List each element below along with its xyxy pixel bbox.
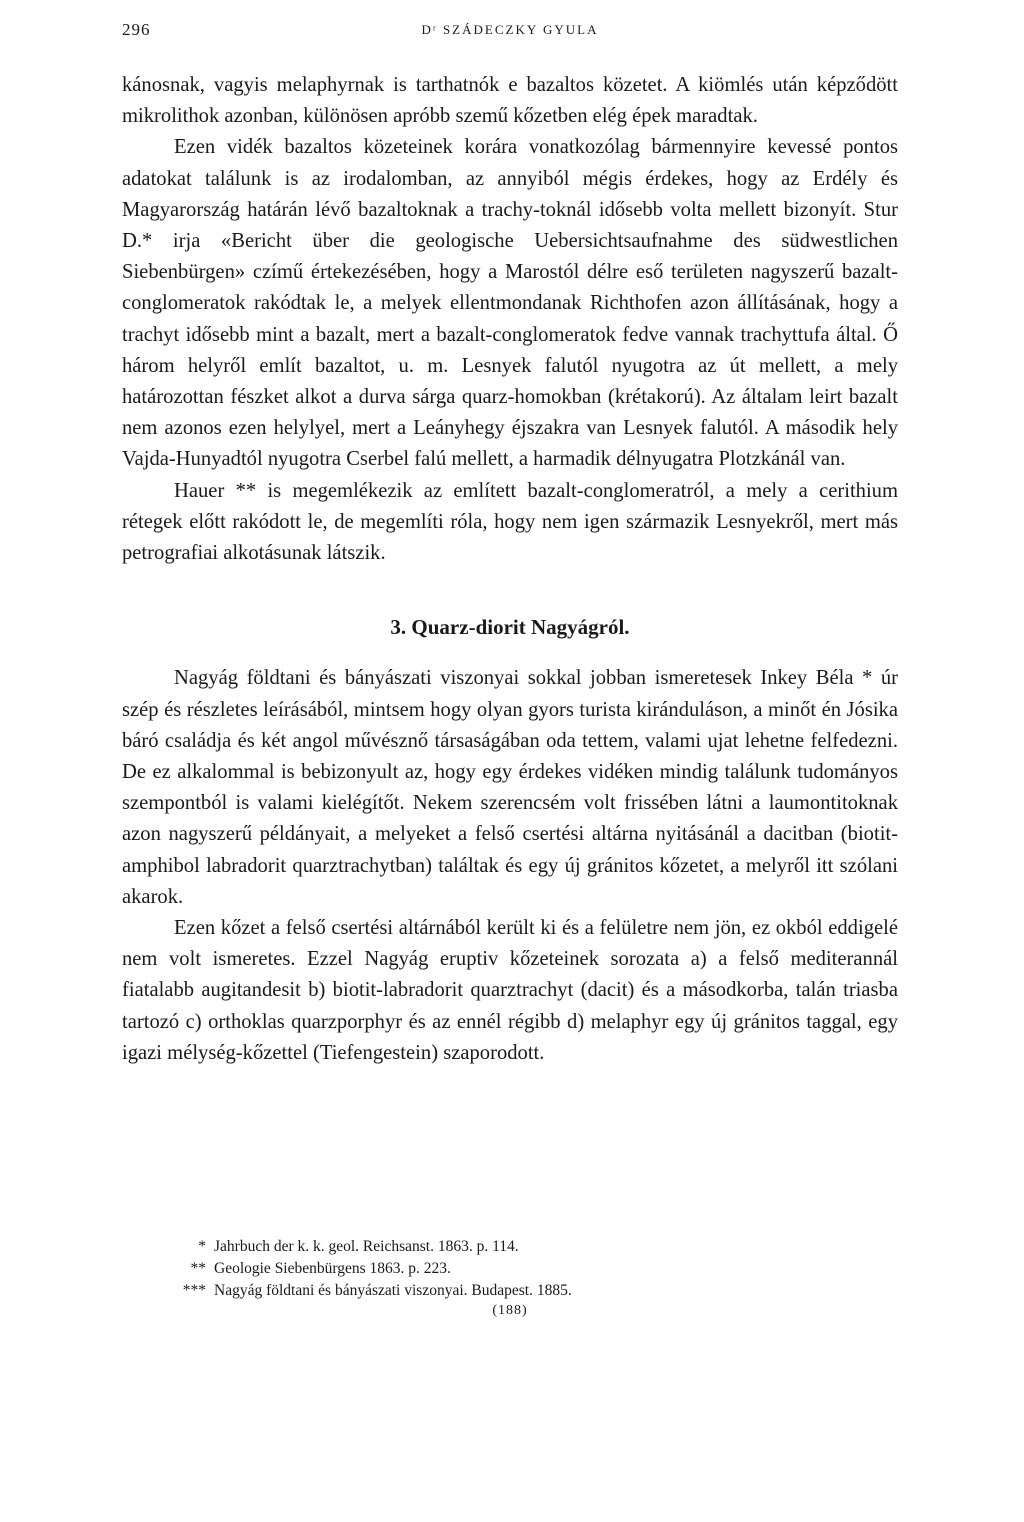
paragraph-5: Ezen kőzet a felső csertési altárnából került ki és a felületre nem jön, ez okból eddigelé nem volt ismeretes. Ezzel Nagyág eruptiv kőzeteinek sorozata a) a felső mediterannál fiatalabb augitandesit b) biotit-labradorit quarztrachyt (dacit) és a másodkorba, talán triasba tartozó c) orthoklas quarzporphyr és az ennél régibb d) melaphyr egy új gránitos taggal, egy igazi mélység-kőzettel (Tiefengestein) szaporodott. bbox=[122, 917, 898, 1064]
footnote-mark: ** bbox=[190, 1260, 206, 1277]
paragraph-4: Nagyág földtani és bányászati viszonyai sokkal jobban ismeretesek Inkey Béla * úr szép és részletes leírásából, mintsem hogy olyan gyors turista kiránduláson, a minőt én Jósika báró családja és két angol művésznő társaságában oda tettem, valami ujat lehetne felfedezni. De ez alkalommal is bebizonyult az, hogy egy érdekes vidéken mindig találunk tudományos szempontból is valami kielégítőt. Nekem szerencsém volt frissében látni a laumontitoknak azon nagyszerű példányait, a melyeket a felső csertési altárna nyitásánál a dacitban (biotit-amphibol labradorit quarztrachytban) találtak és egy új gránitos kőzetet, a melyről itt szólani akarok. bbox=[122, 667, 898, 908]
paragraph-3: Hauer ** is megemlékezik az említett bazalt-conglomeratról, a mely a cerithium rétegek előtt rakódott le, de megemlíti róla, hogy nem igen származik Lesnyekről, mert más petrografiai alkotásunak látszik. bbox=[122, 479, 898, 565]
paragraph-1: kánosnak, vagyis melaphyrnak is tarthatnók e bazaltos közetet. A kiömlés után képződött mikrolithok azonban, különösen apróbb szemű kőzetben elég épek maradtak. bbox=[122, 74, 898, 128]
footnote-text: Nagyág földtani és bányászati viszonyai. Budapest. 1885. bbox=[214, 1282, 572, 1299]
footnotes bbox=[170, 1236, 810, 1302]
footnote-mark: *** bbox=[182, 1282, 206, 1299]
section-heading: 3. Quarz-diorit Nagyágról. bbox=[390, 615, 630, 640]
body-text bbox=[122, 70, 898, 1069]
page-number: 296 bbox=[122, 20, 151, 39]
footnote bbox=[170, 1236, 810, 1258]
footnote-text: Geologie Siebenbürgens 1863. p. 223. bbox=[214, 1260, 451, 1277]
footnote-text: Jahrbuch der k. k. geol. Reichsanst. 1863. p. 114. bbox=[214, 1238, 519, 1255]
paragraph-2: Ezen vidék bazaltos közeteinek korára vonatkozólag bármennyire kevessé pontos adatokat találunk is az irodalomban, az annyiból mégis érdekes, hogy az Erdély és Magyarország határán lévő bazaltoknak a trachy-toknál idősebb volta mellett bizonyít. Stur D.* irja «Bericht über die geologische Uebersichtsaufnahme des südwestlichen Siebenbürgen» czímű értekezésében, hogy a Marostól délre eső területen nagyszerű bazalt-conglomeratok rakódtak le, a melyek ellentmondanak Richthofen azon állításának, hogy a trachyt idősebb mint a bazalt, mert a bazalt-conglomeratok fedve vannak trachyttufa által. Ő három helyről említ bazaltot, u. m. Lesnyek falutól nyugotra az út mellett, a mely határozottan fészket alkot a durva sárga quarz-homokban (krétakorú). Az általam leirt bazalt nem azonos ezen helylyel, mert a Leányhegy éjszakra van Lesnyek falutól. A második hely Vajda-Hunyadtól nyugotra Cserbel falú mellett, a harmadik délnyugatra Plotzkánál van. bbox=[122, 136, 898, 471]
footnote bbox=[170, 1258, 810, 1280]
running-head bbox=[122, 20, 898, 42]
footnote bbox=[170, 1280, 810, 1302]
footnote-mark: * bbox=[198, 1238, 206, 1255]
running-title: Dʳ SZÁDECZKY GYULA bbox=[421, 22, 599, 37]
signature-mark: (188) bbox=[492, 1303, 528, 1318]
